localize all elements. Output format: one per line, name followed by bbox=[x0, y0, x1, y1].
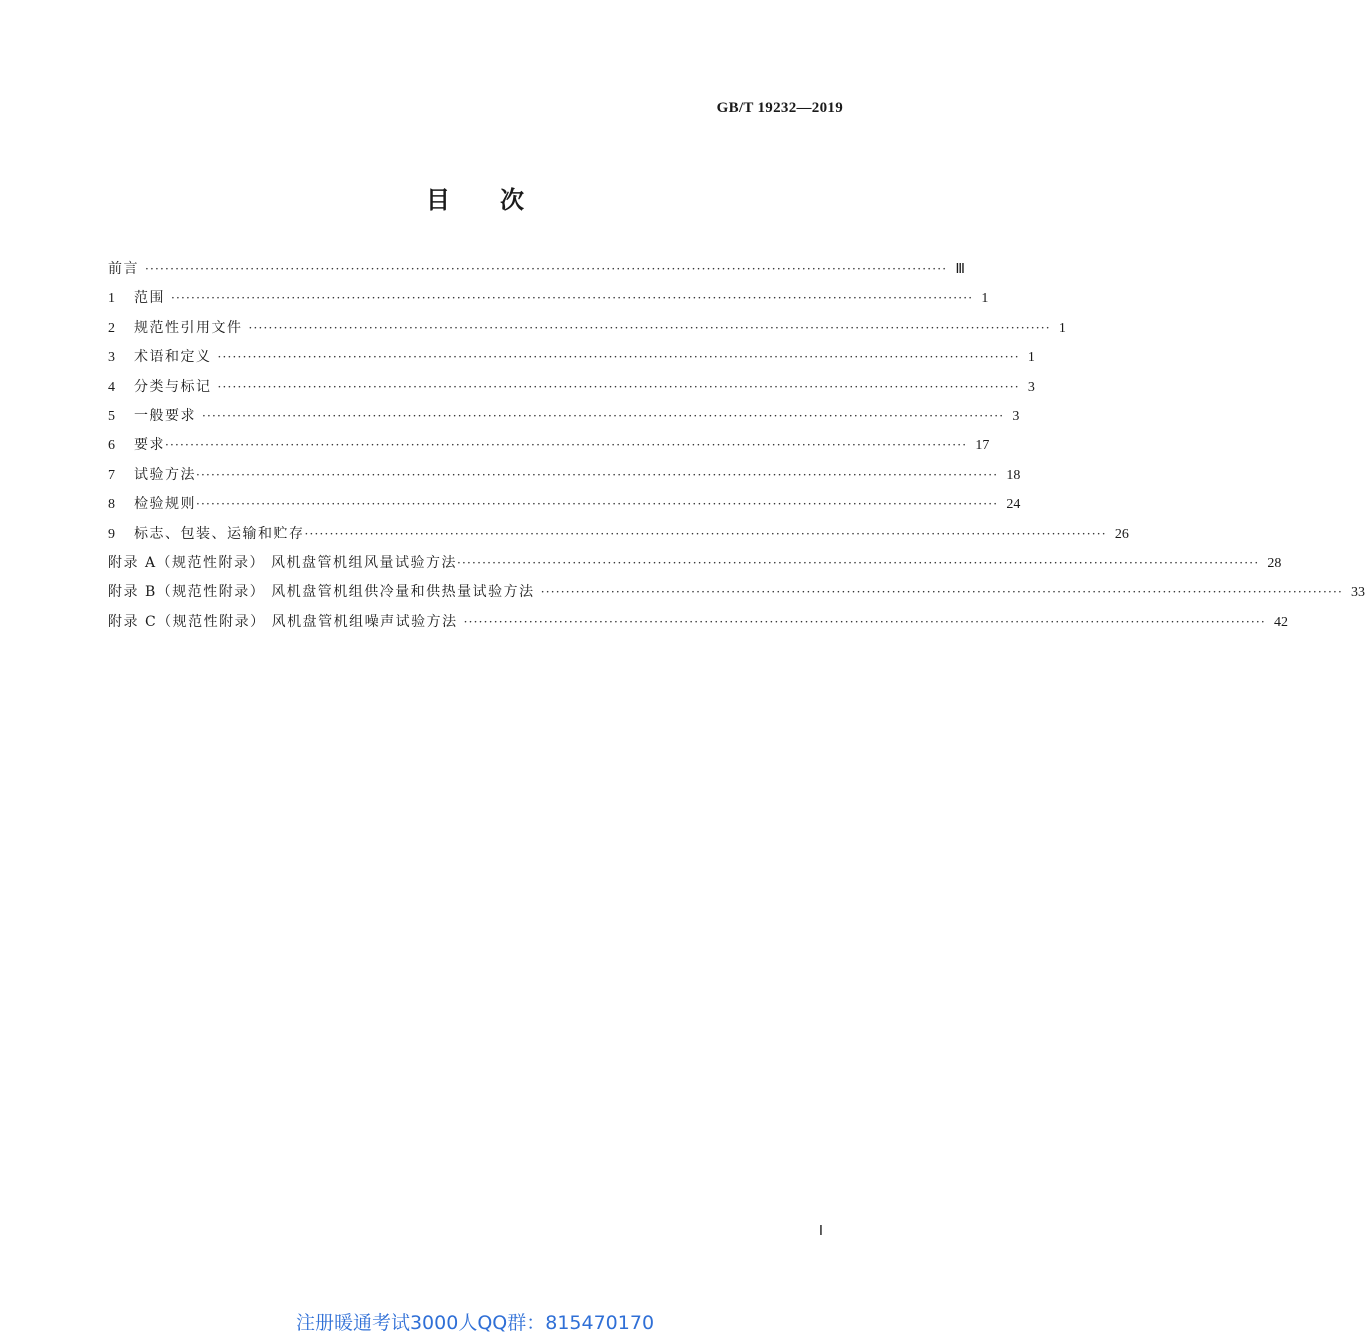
toc-entry-4[interactable] bbox=[108, 376, 1035, 405]
toc-entry-label: 术语和定义 bbox=[134, 349, 212, 366]
toc-entry-page: 17 bbox=[975, 438, 990, 454]
toc-entry-page: Ⅲ bbox=[955, 262, 965, 277]
toc-entry-7[interactable] bbox=[108, 464, 1021, 493]
toc-entry-number: 9 bbox=[108, 526, 115, 542]
toc-entry-page: 28 bbox=[1267, 555, 1282, 571]
toc-entry-page: 18 bbox=[1006, 467, 1021, 483]
toc-dot-leader: ································································································································································ bbox=[196, 467, 999, 482]
toc-entry-9[interactable] bbox=[108, 523, 1129, 552]
toc-dot-leader: ································································································································································ bbox=[145, 262, 948, 276]
toc-entry-label: 分类与标记 bbox=[134, 378, 212, 395]
toc-dot-leader: ································································································································································ bbox=[217, 379, 1020, 394]
toc-entry-page: 24 bbox=[1006, 497, 1021, 513]
toc-dot-leader: ································································································································································ bbox=[540, 585, 1343, 600]
toc-entry-preface[interactable] bbox=[108, 258, 965, 287]
toc-entry-page: 1 bbox=[1058, 320, 1066, 336]
toc-entry-3[interactable] bbox=[108, 346, 1035, 375]
toc-entry-page: 3 bbox=[1027, 379, 1035, 395]
toc-entry-page: 1 bbox=[981, 291, 989, 307]
toc-dot-leader: ································································································································································ bbox=[171, 291, 974, 306]
toc-entry-annex-c[interactable] bbox=[108, 611, 1288, 640]
toc-entry-page: 1 bbox=[1027, 350, 1035, 366]
toc-entry-number: 8 bbox=[108, 497, 115, 513]
toc-entry-page: 33 bbox=[1351, 585, 1365, 601]
toc-entry-label: 一般要求 bbox=[134, 407, 196, 424]
toc-dot-leader: ································································································································································ bbox=[248, 320, 1051, 335]
watermark-banner: 注册暖通考试3000人QQ群：815470170 bbox=[295, 1312, 655, 1334]
toc-dot-leader: ································································································································································ bbox=[463, 614, 1266, 629]
toc-entry-label: 试验方法 bbox=[134, 466, 196, 483]
toc-dot-leader: ································································································································································ bbox=[165, 438, 968, 453]
toc-entry-number: 7 bbox=[108, 467, 115, 483]
toc-entry-label: 规范性引用文件 bbox=[134, 319, 243, 336]
toc-entry-annex-a[interactable] bbox=[108, 552, 1282, 581]
toc-dot-leader: ································································································································································ bbox=[217, 350, 1020, 365]
toc-entry-page: 42 bbox=[1273, 614, 1288, 630]
toc-entry-8[interactable] bbox=[108, 493, 1021, 522]
toc-entry-2[interactable] bbox=[108, 317, 1066, 346]
toc-entry-label: 附录 C（规范性附录） 风机盘管机组噪声试验方法 bbox=[108, 613, 458, 630]
toc-entry-6[interactable] bbox=[108, 434, 990, 463]
toc-entry-1[interactable] bbox=[108, 287, 989, 316]
toc-dot-leader: ································································································································································ bbox=[196, 497, 999, 512]
toc-entry-label: 要求 bbox=[134, 437, 165, 454]
toc-entry-label: 范围 bbox=[134, 290, 165, 307]
toc-dot-leader: ································································································································································ bbox=[304, 526, 1107, 541]
toc-entry-label: 附录 A（规范性附录） 风机盘管机组风量试验方法 bbox=[108, 554, 458, 571]
toc-entry-number: 3 bbox=[108, 350, 115, 366]
toc-entry-number: 2 bbox=[108, 320, 115, 336]
table-of-contents bbox=[108, 258, 1365, 640]
toc-entry-number: 1 bbox=[108, 291, 115, 307]
toc-entry-label: 标志、包装、运输和贮存 bbox=[134, 525, 305, 542]
toc-entry-page: 26 bbox=[1114, 526, 1129, 542]
toc-entry-annex-b[interactable] bbox=[108, 581, 1365, 610]
page-title: 目次 bbox=[426, 186, 574, 214]
toc-entry-label: 检验规则 bbox=[134, 496, 196, 513]
toc-entry-label: 附录 B（规范性附录） 风机盘管机组供冷量和供热量试验方法 bbox=[108, 584, 535, 601]
toc-dot-leader: ································································································································································ bbox=[457, 555, 1260, 570]
toc-entry-number: 5 bbox=[108, 408, 115, 424]
page-number: Ⅰ bbox=[818, 1224, 823, 1239]
standard-code: GB/T 19232—2019 bbox=[716, 100, 843, 116]
toc-entry-label: 前言 bbox=[108, 261, 139, 277]
toc-dot-leader: ································································································································································ bbox=[202, 408, 1005, 423]
toc-entry-number: 6 bbox=[108, 438, 115, 454]
toc-entry-page: 3 bbox=[1012, 408, 1020, 424]
toc-entry-5[interactable] bbox=[108, 405, 1020, 434]
toc-entry-number: 4 bbox=[108, 379, 115, 395]
